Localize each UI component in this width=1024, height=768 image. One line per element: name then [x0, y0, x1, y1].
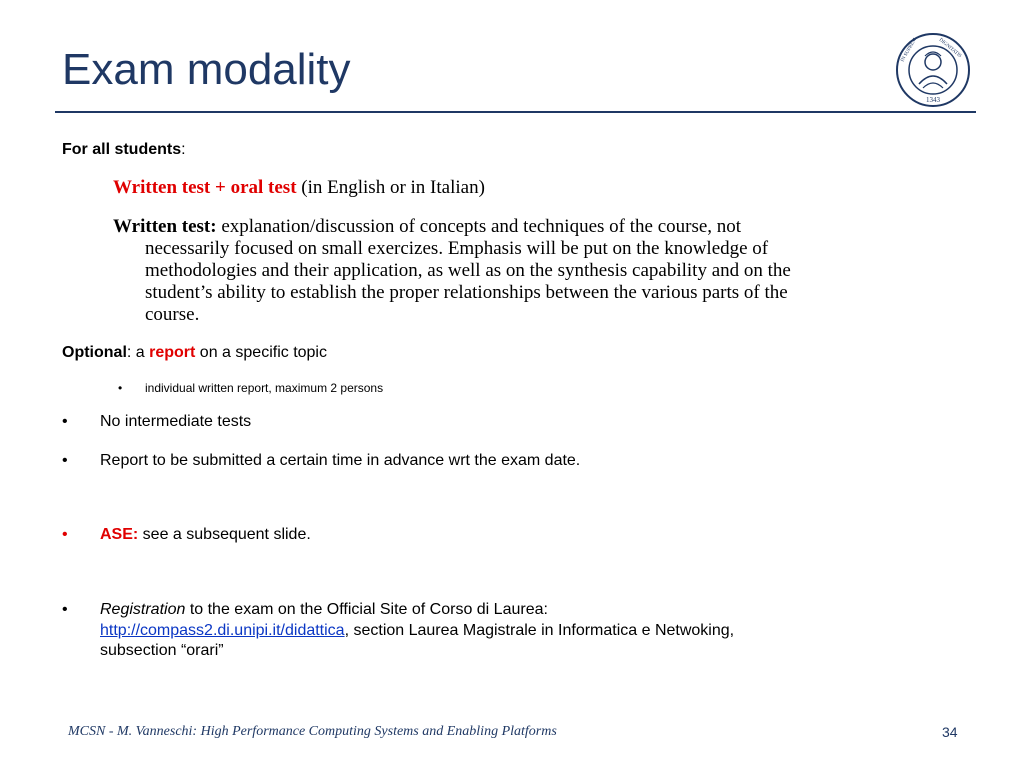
written-oral-test-label: Written test + oral test [113, 177, 297, 198]
title-divider [55, 111, 976, 113]
registration-label: Registration [100, 601, 186, 618]
registration-after-link: , section Laurea Magistrale in Informatica e Netwoking, [344, 622, 735, 639]
written-oral-test-line [113, 177, 485, 199]
bullet-ase [100, 524, 311, 546]
optional-rest: on a specific topic [195, 344, 327, 361]
written-test-line-5: course. [145, 304, 200, 325]
registration-rest: to the exam on the Official Site of Corso di Laurea: [185, 601, 548, 618]
bullet-marker-3: • [62, 526, 68, 543]
written-test-text-1: explanation/discussion of concepts and techniques of the course, not [216, 216, 742, 237]
written-test-line-3: methodologies and their application, as well as on the synthesis capability and on the [145, 260, 791, 281]
written-test-line-2: necessarily focused on small exercizes. Emphasis will be put on the knowledge of [145, 238, 769, 259]
for-all-students-label: For all students [62, 141, 182, 158]
svg-text:1343: 1343 [926, 96, 940, 104]
optional-mid: : a [126, 344, 150, 361]
slide-title: Exam modality [62, 45, 351, 94]
optional-line [62, 342, 327, 364]
bullet-registration-line-2 [100, 620, 734, 642]
bullet-marker-1: • [62, 413, 68, 430]
bullet-marker-2: • [62, 452, 68, 469]
didattica-link[interactable]: http://compass2.di.unipi.it/didattica [100, 622, 345, 639]
university-seal-logo [895, 32, 971, 108]
written-test-label: Written test: [113, 216, 217, 237]
for-all-students-colon: : [181, 141, 186, 158]
written-oral-test-rest: (in English or in Italian) [296, 177, 485, 198]
bullet-marker-4: • [62, 601, 68, 618]
ase-label: ASE: [100, 526, 139, 543]
optional-label: Optional [62, 344, 127, 361]
bullet-no-intermediate: No intermediate tests [100, 413, 252, 430]
svg-text:IN SUPREM: IN SUPREM [900, 37, 919, 63]
sub-bullet-report: individual written report, maximum 2 persons [145, 381, 384, 395]
page-number: 34 [942, 724, 958, 740]
svg-text:DIGNITATIS: DIGNITATIS [937, 37, 962, 60]
bullet-registration-line-1 [100, 599, 548, 621]
slide-footer: MCSN - M. Vanneschi: High Performance Computing Systems and Enabling Platforms [68, 724, 557, 739]
written-test-line-1 [113, 216, 741, 238]
bullet-report-submit: Report to be submitted a certain time in advance wrt the exam date. [100, 452, 581, 469]
bullet-registration-line-3: subsection “orari” [100, 642, 224, 659]
sub-bullet-marker: • [118, 381, 123, 395]
ase-rest: see a subsequent slide. [138, 526, 311, 543]
written-test-line-4: student’s ability to establish the proper relationships between the various parts of the [145, 282, 788, 303]
for-all-students-line [62, 139, 186, 161]
optional-report-label: report [149, 344, 196, 361]
